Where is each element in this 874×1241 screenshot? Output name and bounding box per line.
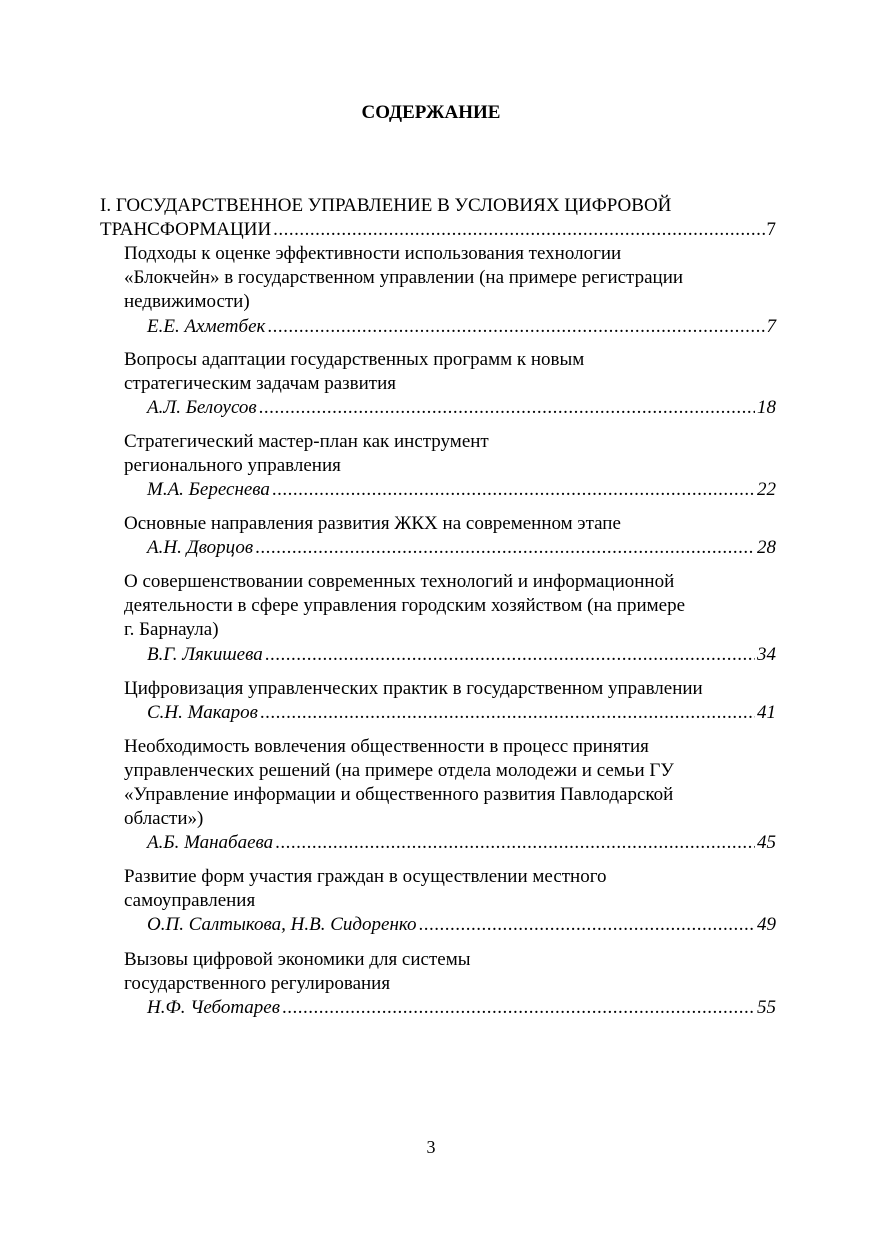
toc-entry-title-line: регионального управления — [124, 455, 341, 476]
toc-entry-page: 49 — [757, 914, 776, 935]
section-heading-line-1: I. ГОСУДАРСТВЕННОЕ УПРАВЛЕНИЕ В УСЛОВИЯХ ЦИФРОВОЙ — [100, 195, 672, 216]
toc-entry-title-line: недвижимости) — [124, 291, 250, 312]
toc-entry-author-line — [147, 536, 776, 560]
page-number: 3 — [426, 1137, 436, 1157]
toc-entry-page: 22 — [757, 479, 776, 500]
toc-entry-page: 41 — [757, 702, 776, 723]
dot-leader — [275, 831, 755, 855]
toc-entry-author-line — [147, 643, 776, 667]
toc-entry-author-line — [147, 996, 776, 1020]
toc-entry-title-line: управленческих решений (на примере отдела молодежи и семьи ГУ — [124, 760, 674, 781]
section-heading-text: ТРАНСФОРМАЦИИ — [100, 219, 272, 240]
toc-entry-page: 18 — [757, 397, 776, 418]
toc-entry-author: Н.Ф. Чеботарев — [147, 997, 280, 1018]
toc-entry-title-line: самоуправления — [124, 890, 256, 911]
toc-entry-title-line: «Блокчейн» в государственном управлении (на примере регистрации — [124, 267, 684, 288]
toc-entry-author: О.П. Салтыкова, Н.В. Сидоренко — [147, 914, 417, 935]
toc-entry-author-line — [147, 315, 776, 339]
toc-entry-page: 55 — [757, 997, 776, 1018]
dot-leader — [272, 478, 755, 502]
toc-entry-title-line: Необходимость вовлечения общественности в процесс принятия — [124, 736, 649, 757]
toc-entry-author-line — [147, 478, 776, 502]
toc-entry-page: 7 — [766, 316, 776, 337]
toc-entry-title-line: Основные направления развития ЖКХ на современном этапе — [124, 513, 621, 534]
toc-entry-author: М.А. Береснева — [147, 479, 270, 500]
toc-entry-author: Е.Е. Ахметбек — [147, 316, 266, 337]
toc-entry-author: С.Н. Макаров — [147, 702, 258, 723]
dot-leader — [282, 996, 755, 1020]
toc-entry-title-line: Вопросы адаптации государственных программ к новым — [124, 349, 585, 370]
dot-leader — [419, 913, 755, 937]
page-title: СОДЕРЖАНИЕ — [361, 102, 501, 123]
toc-entry-title-line: государственного регулирования — [124, 973, 391, 994]
toc-entry-title-line: О совершенствовании современных технологий и информационной — [124, 571, 675, 592]
dot-leader — [260, 701, 755, 725]
toc-entry-author: А.Н. Дворцов — [147, 537, 254, 558]
toc-entry-author: А.Б. Манабаева — [147, 832, 274, 853]
toc-entry-author-line — [147, 913, 776, 937]
dot-leader — [273, 218, 764, 242]
dot-leader — [267, 315, 764, 339]
toc-entry-title-line: г. Барнаула) — [124, 619, 219, 640]
toc-entry-title-line: стратегическим задачам развития — [124, 373, 397, 394]
toc-entry-author-line — [147, 396, 776, 420]
toc-entry-title-line: Стратегический мастер-план как инструмент — [124, 431, 489, 452]
section-heading-line-2 — [100, 218, 776, 242]
toc-entry-title-line: Цифровизация управленческих практик в государственном управлении — [124, 678, 703, 699]
toc-entry-title-line: Вызовы цифровой экономики для системы — [124, 949, 471, 970]
section-page-number: 7 — [766, 219, 776, 240]
toc-entry-page: 34 — [757, 644, 776, 665]
toc-entry-author-line — [147, 701, 776, 725]
toc-entry-author: В.Г. Лякишева — [147, 644, 263, 665]
toc-entry-title-line: Развитие форм участия граждан в осуществлении местного — [124, 866, 607, 887]
dot-leader — [255, 536, 755, 560]
toc-entry-title-line: деятельности в сфере управления городским хозяйством (на примере — [124, 595, 686, 616]
dot-leader — [265, 643, 755, 667]
dot-leader — [259, 396, 755, 420]
toc-entry-author-line — [147, 831, 776, 855]
toc-entry-author: А.Л. Белоусов — [147, 397, 257, 418]
toc-entry-title-line: «Управление информации и общественного развития Павлодарской — [124, 784, 674, 805]
toc-entry-page: 45 — [757, 832, 776, 853]
toc-entry-title-line: Подходы к оценке эффективности использования технологии — [124, 243, 622, 264]
toc-entry-page: 28 — [757, 537, 776, 558]
toc-entry-title-line: области») — [124, 808, 204, 829]
